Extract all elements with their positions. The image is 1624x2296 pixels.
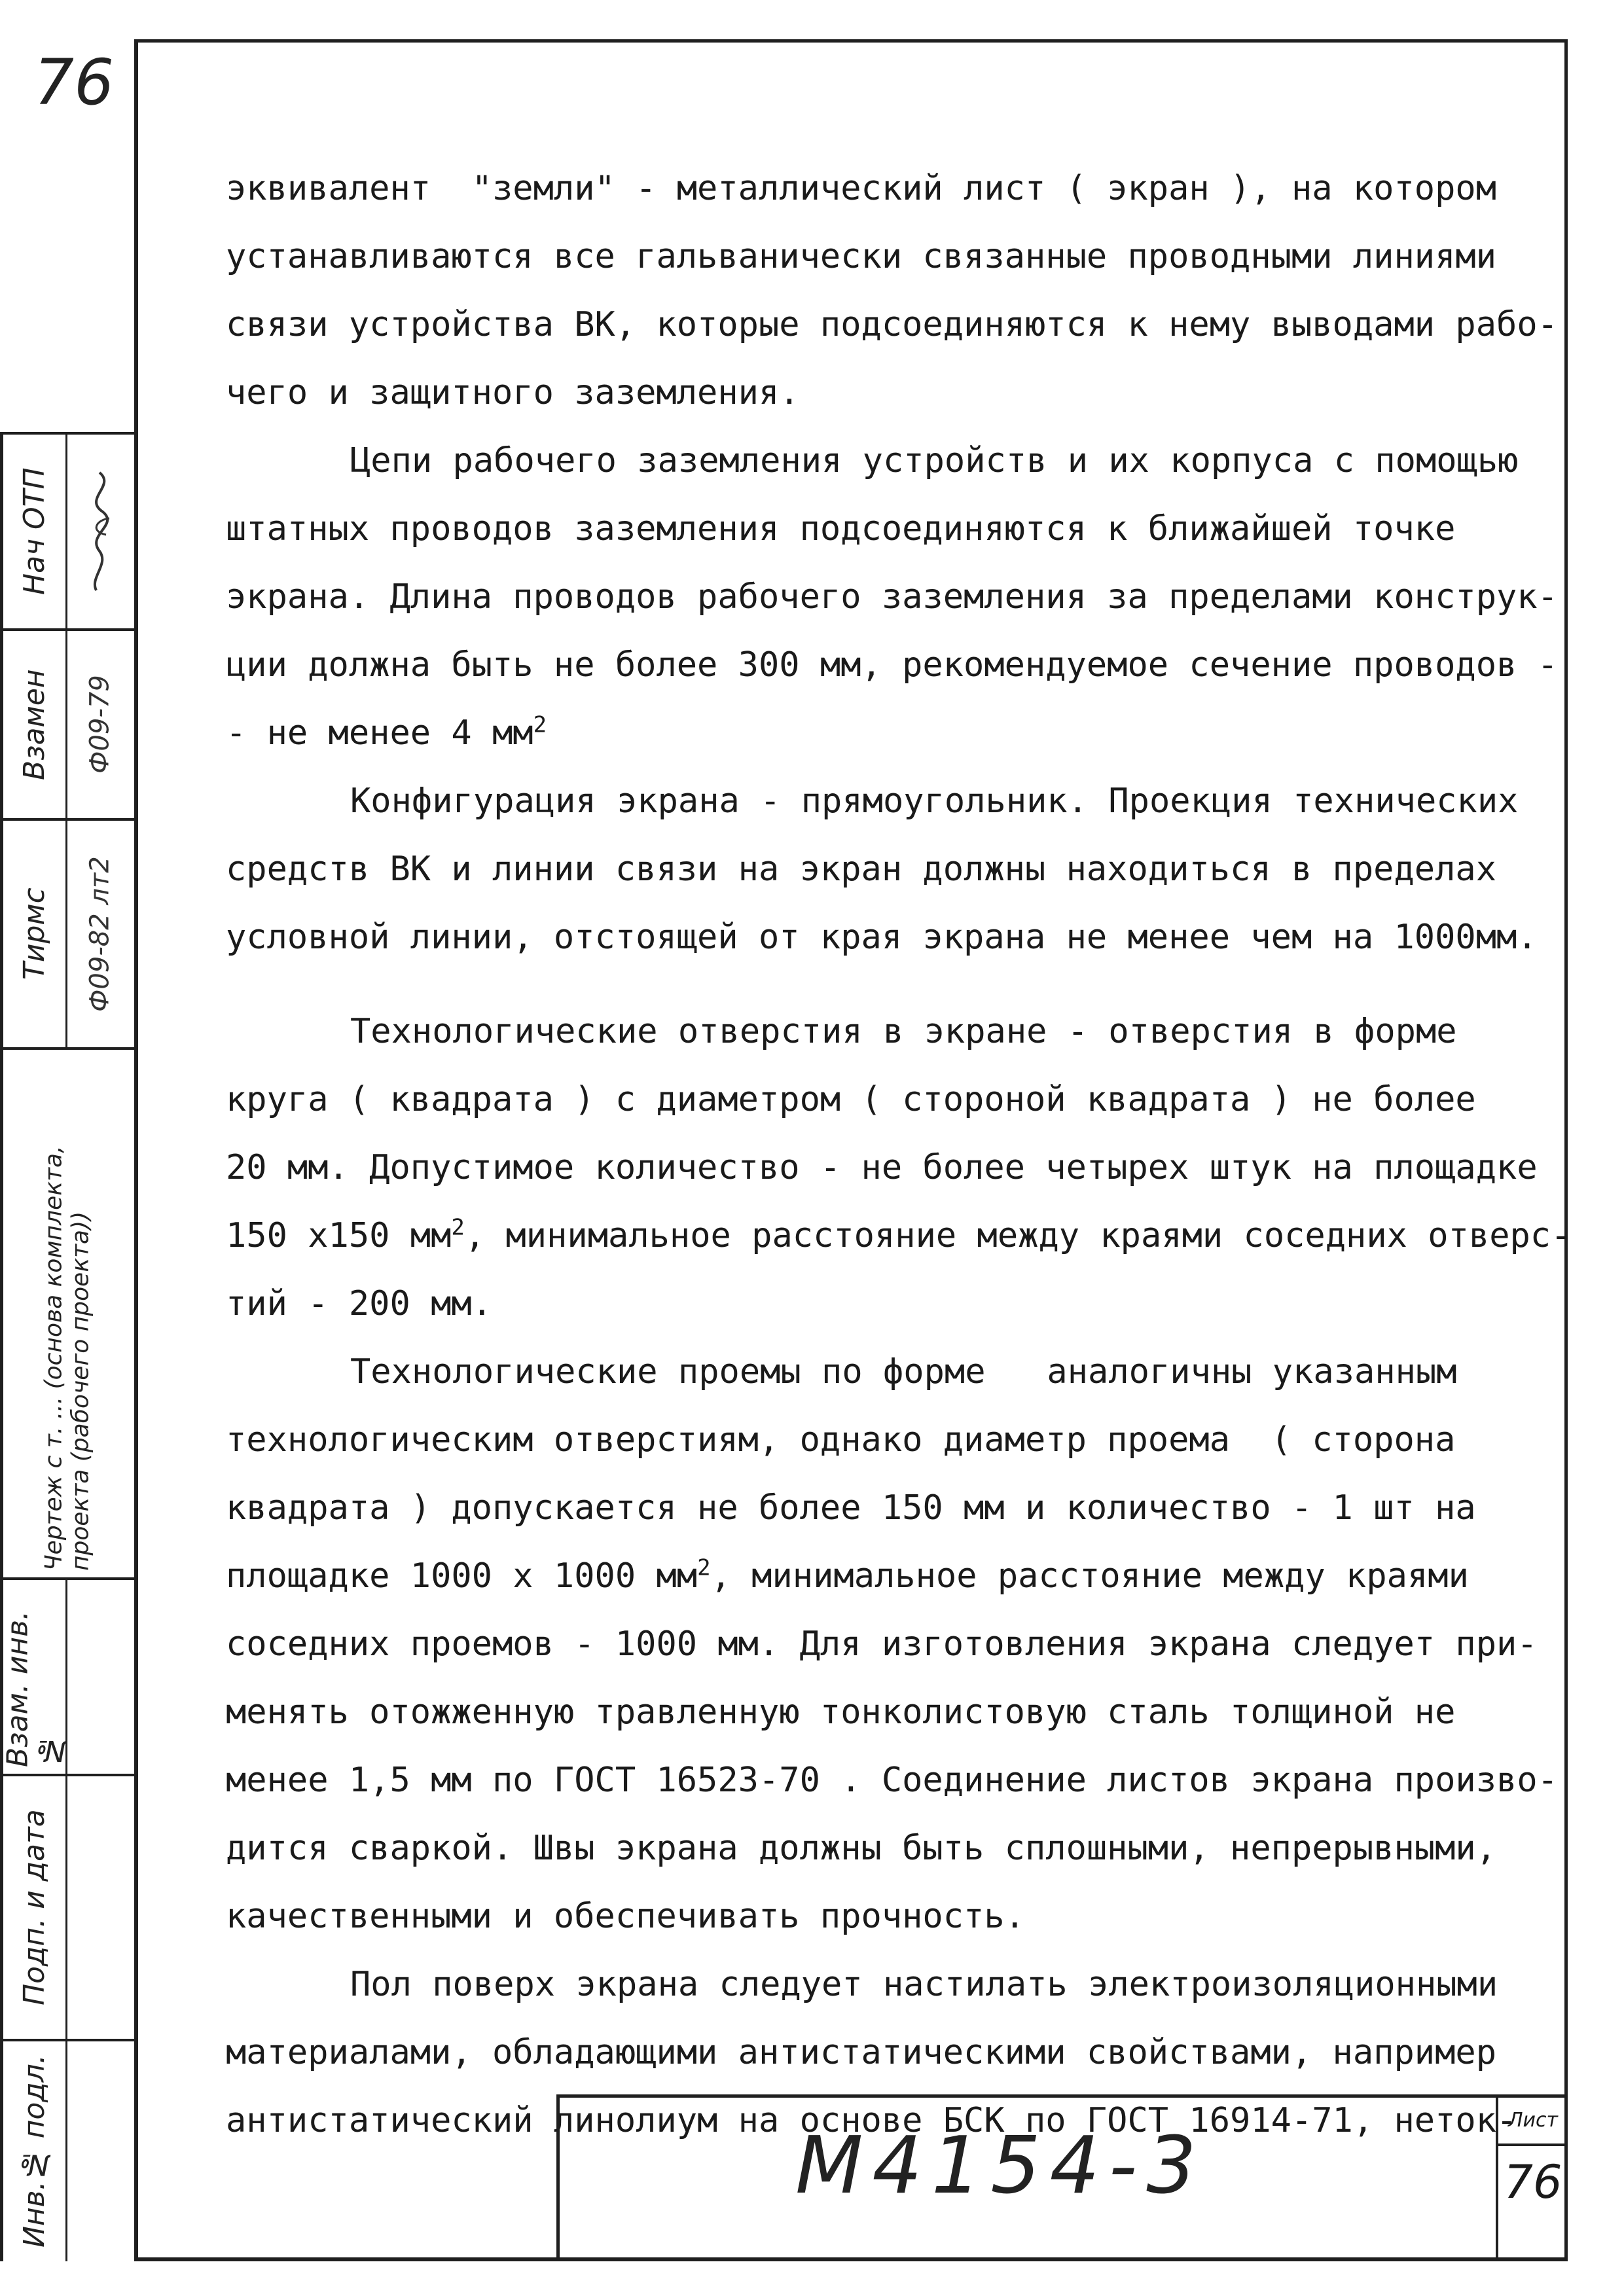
text-line: условной линии, отстоящей от края экрана не менее чем на 1000мм. xyxy=(226,918,1538,957)
text-line: дится сваркой. Швы экрана должны быть сплошными, непрерывными, xyxy=(226,1829,1497,1868)
document-body xyxy=(226,154,1572,2155)
sidebar-label: Тирмс xyxy=(18,888,51,980)
sidebar-label: Чертеж с т. ... (основа комплекта, проекта (рабочего проекта)) xyxy=(40,1145,94,1571)
sidebar-value: Ф09-82 лт2 xyxy=(84,856,115,1012)
text-line: Цепи рабочего заземления устройств и их корпуса с помощью xyxy=(350,441,1519,480)
sidebar-cell-tirms xyxy=(3,818,134,1047)
sheet-label: Лист xyxy=(1498,2098,1568,2146)
text-line: связи устройства ВК, которые подсоединяются к нему выводами рабо- xyxy=(226,305,1558,344)
text-line: Технологические отверстия в экране - отверстия в форме xyxy=(350,1012,1457,1051)
text-line: средств ВК и линии связи на экран должны находиться в пределах xyxy=(226,850,1497,889)
sidebar-label: Нач ОТП xyxy=(18,467,51,596)
text-line: ции должна быть не более 300 мм, рекомендуемое сечение проводов - xyxy=(226,645,1558,685)
superscript: 2 xyxy=(697,1554,711,1581)
text-line: менее 1,5 мм по ГОСТ 16523-70 . Соединение листов экрана произво- xyxy=(226,1761,1558,1800)
text-span: 150 x150 мм xyxy=(226,1216,452,1255)
sidebar-cell-podp-data xyxy=(3,1774,134,2039)
paragraph xyxy=(226,997,1572,1338)
text-line: соседних проемов - 1000 мм. Для изготовления экрана следует при- xyxy=(226,1624,1538,1664)
document-code: М4154-3 xyxy=(795,2121,1206,2212)
sheet-number: 76 xyxy=(1504,2155,1562,2209)
text-line: экрана. Длина проводов рабочего заземления за пределами конструк- xyxy=(226,577,1558,617)
text-line: 20 мм. Допустимое количество - не более четырех штук на площадке xyxy=(226,1148,1538,1187)
text-line xyxy=(226,1202,1572,1270)
sidebar-label: Взамен xyxy=(18,669,51,780)
sidebar-label: Подп. и дата xyxy=(18,1809,51,2006)
sidebar-cell-inv-podl xyxy=(3,2039,134,2261)
text-line: тий - 200 мм. xyxy=(226,1284,492,1323)
signature-mark xyxy=(69,441,131,622)
text-line: антистатический линолиум на основе БСК по ГОСТ 16914-71, неток- xyxy=(226,2101,1517,2140)
superscript: 2 xyxy=(533,711,547,738)
sidebar-value xyxy=(69,1783,131,2032)
corner-page-number: 76 xyxy=(34,46,115,119)
left-stamp-column xyxy=(0,432,134,2261)
text-line: эквивалент "земли" - металлический лист ( экран ), на котором xyxy=(226,169,1497,208)
sidebar-cell-nach-otp xyxy=(3,432,134,628)
paragraph xyxy=(226,767,1548,971)
sidebar-cell-vzamen xyxy=(3,628,134,818)
sidebar-value: Ф09-79 xyxy=(84,675,115,774)
sheet-box xyxy=(1496,2098,1568,2261)
paragraph xyxy=(226,1338,1558,1950)
sidebar-value xyxy=(69,2048,131,2255)
text-line: Конфигурация экрана - прямоугольник. Проекция технических xyxy=(350,781,1519,821)
sidebar-cell-chertezh xyxy=(3,1047,134,1577)
text-line: технологическим отверстиям, однако диаметр проема ( сторона xyxy=(226,1420,1456,1460)
text-line: чего и защитного заземления. xyxy=(226,373,800,412)
text-line: устанавливаются все гальванически связанные проводными линиями xyxy=(226,237,1497,276)
paragraph-gap xyxy=(226,971,1548,997)
signature-icon xyxy=(77,466,123,597)
sidebar-cell-vzam-inv xyxy=(3,1577,134,1774)
sidebar-value xyxy=(69,1587,131,1767)
text-span: , минимальное расстояние между краями соседних отверс- xyxy=(464,1216,1572,1255)
sidebar-label: Взам. инв.№ xyxy=(1,1611,68,1767)
paragraph xyxy=(226,427,1558,767)
text-line: штатных проводов заземления подсоединяются к ближайшей точке xyxy=(226,509,1456,548)
text-span: , минимальное расстояние между краями xyxy=(710,1556,1469,1596)
text-span: - не менее 4 мм xyxy=(226,713,533,753)
superscript: 2 xyxy=(451,1214,465,1241)
text-line: качественными и обеспечивать прочность. xyxy=(226,1897,1025,1936)
paragraph xyxy=(226,154,1558,427)
title-block xyxy=(556,2094,1568,2261)
text-span: площадке 1000 x 1000 мм xyxy=(226,1556,698,1596)
text-line: круга ( квадрата ) с диаметром ( стороной квадрата ) не более xyxy=(226,1080,1476,1119)
text-line: Технологические проемы по форме аналогичны указанным xyxy=(350,1352,1457,1391)
text-line: менять отожженную травленную тонколистовую сталь толщиной не xyxy=(226,1693,1456,1732)
sidebar-label: Инв.№ подл. xyxy=(18,2054,51,2248)
text-line: материалами, обладающими антистатическими свойствами, например xyxy=(226,2033,1497,2072)
text-line: квадрата ) допускается не более 150 мм и количество - 1 шт на xyxy=(226,1488,1476,1528)
text-line xyxy=(226,699,1548,767)
text-line: Пол поверх экрана следует настилать электроизоляционными xyxy=(350,1965,1498,2004)
text-line xyxy=(226,1542,1548,1610)
